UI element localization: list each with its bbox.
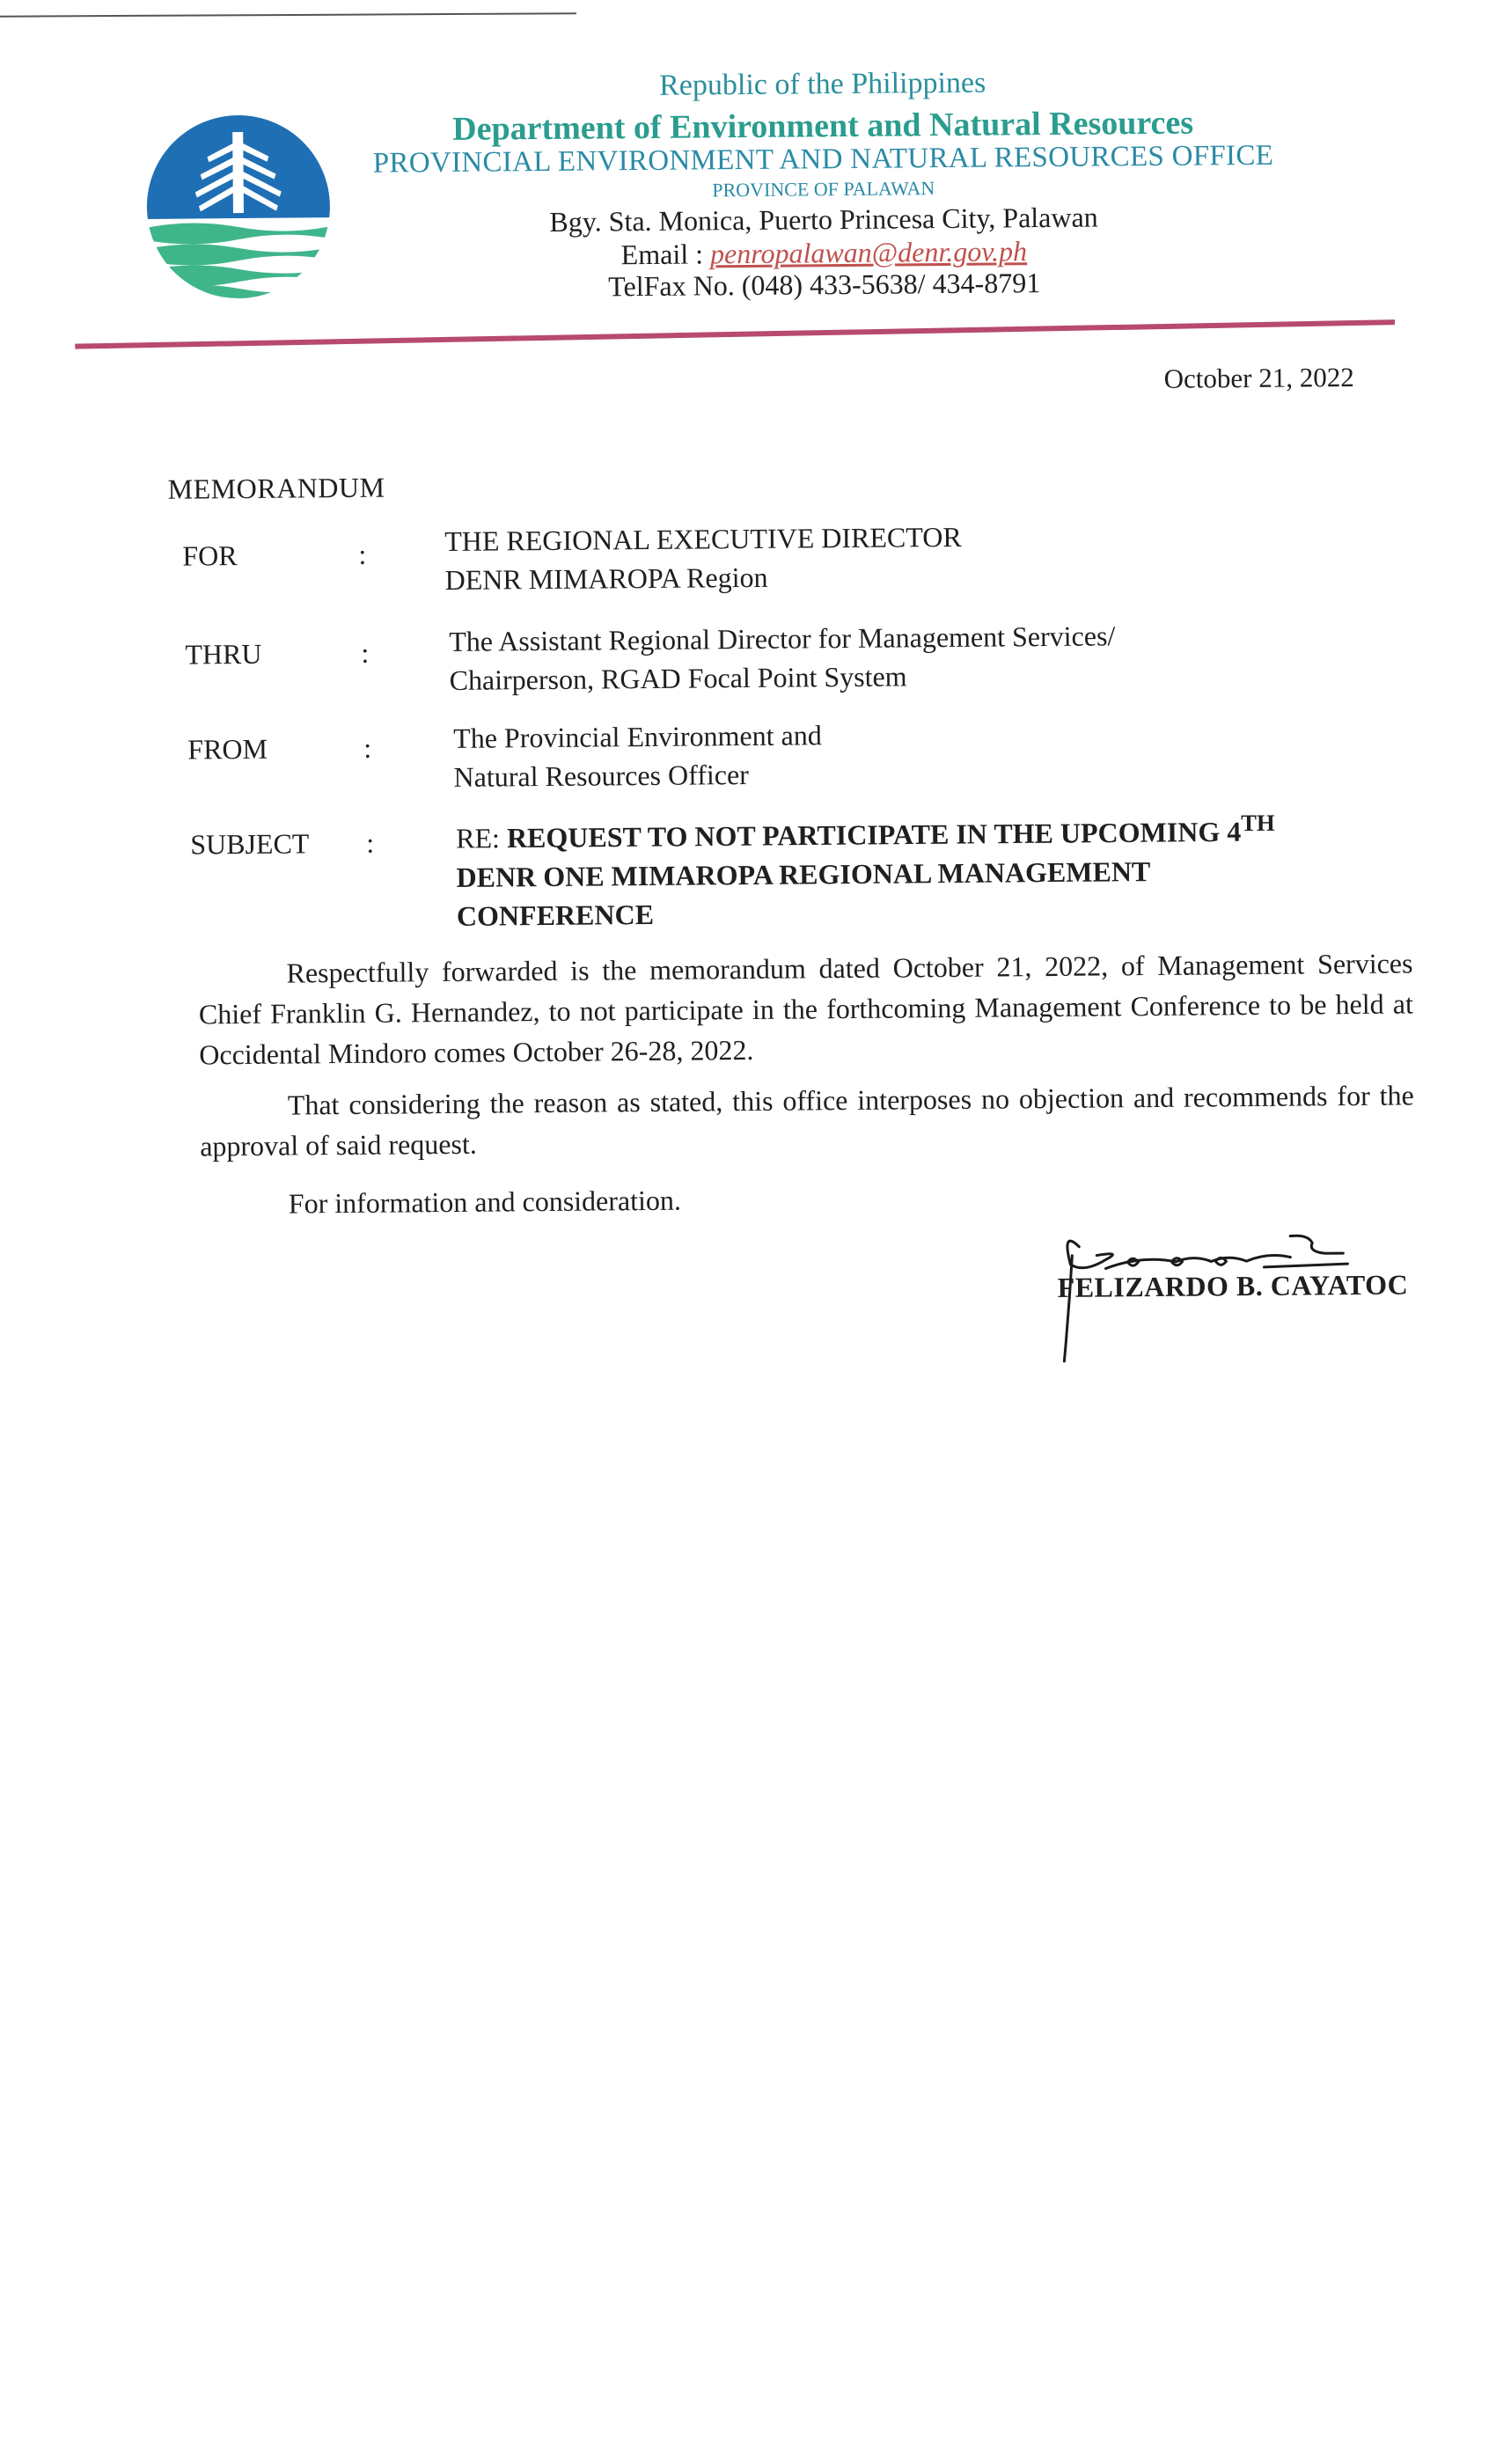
subject-value — [456, 803, 1276, 935]
memo-date: October 21, 2022 — [1163, 361, 1354, 394]
thru-line-2: Chairperson, RGAD Focal Point System — [449, 660, 907, 696]
republic-line: Republic of the Philippines — [658, 66, 986, 102]
thru-label: THRU — [185, 637, 262, 671]
for-line-2: DENR MIMAROPA Region — [444, 561, 768, 597]
address-line: Bgy. Sta. Monica, Puerto Princesa City, Palawan — [549, 201, 1098, 238]
denr-logo — [145, 114, 332, 300]
thru-colon: : — [361, 636, 370, 669]
header-divider — [75, 319, 1395, 348]
from-label: FROM — [187, 732, 268, 766]
thru-value — [449, 616, 1116, 700]
from-line-1: The Provincial Environment and — [453, 719, 822, 754]
thru-line-1: The Assistant Regional Director for Management Services/ — [449, 620, 1116, 657]
for-label: FOR — [182, 539, 238, 572]
for-colon: : — [358, 538, 367, 570]
body-paragraph-2 — [200, 1074, 1415, 1166]
subject-prefix: RE: — [456, 822, 508, 854]
for-value — [444, 517, 962, 599]
subject-line-1: REQUEST TO NOT PARTICIPATE IN THE UPCOMING 4 — [506, 815, 1242, 854]
office-name: PROVINCIAL ENVIRONMENT AND NATURAL RESOURCES OFFICE — [372, 139, 1274, 180]
body-paragraph-3 — [201, 1173, 1415, 1224]
memo-title: MEMORANDUM — [167, 471, 385, 505]
signatory-name: FELIZARDO B. CAYATOC — [1057, 1268, 1409, 1303]
subject-line-2: DENR ONE MIMAROPA REGIONAL MANAGEMENT — [456, 854, 1151, 893]
telfax-line: TelFax No. (048) 433-5638/ 434-8791 — [608, 267, 1041, 303]
from-colon: : — [363, 731, 372, 764]
email-link[interactable]: penropalawan@denr.gov.ph — [709, 235, 1028, 270]
for-line-1: THE REGIONAL EXECUTIVE DIRECTOR — [444, 520, 962, 558]
subject-label: SUBJECT — [190, 827, 310, 861]
body-paragraph-1 — [198, 942, 1413, 1074]
body-paragraph-3-text: For information and consideration. — [288, 1184, 682, 1220]
body-paragraph-1-text: Respectfully forwarded is the memorandum dated October 21, 2022, of Management Services Chief Franklin G. Hernandez, to not participate in the forthcoming Management Conference to be held at Occidental Mindoro comes October 26-28, 2022. — [198, 947, 1414, 1071]
from-line-2: Natural Resources Officer — [453, 759, 749, 793]
department-name: Department of Environment and Natural Resources — [452, 104, 1194, 148]
subject-colon: : — [366, 826, 375, 859]
province-line: PROVINCE OF PALAWAN — [712, 177, 935, 202]
subject-line-3: CONFERENCE — [456, 898, 655, 932]
subject-ordinal-suffix: TH — [1241, 809, 1275, 837]
from-value — [453, 715, 822, 796]
email-label: Email : — [620, 238, 711, 271]
body-paragraph-2-text: That considering the reason as stated, this office interposes no objection and recommends for the approval of said request. — [200, 1079, 1414, 1162]
